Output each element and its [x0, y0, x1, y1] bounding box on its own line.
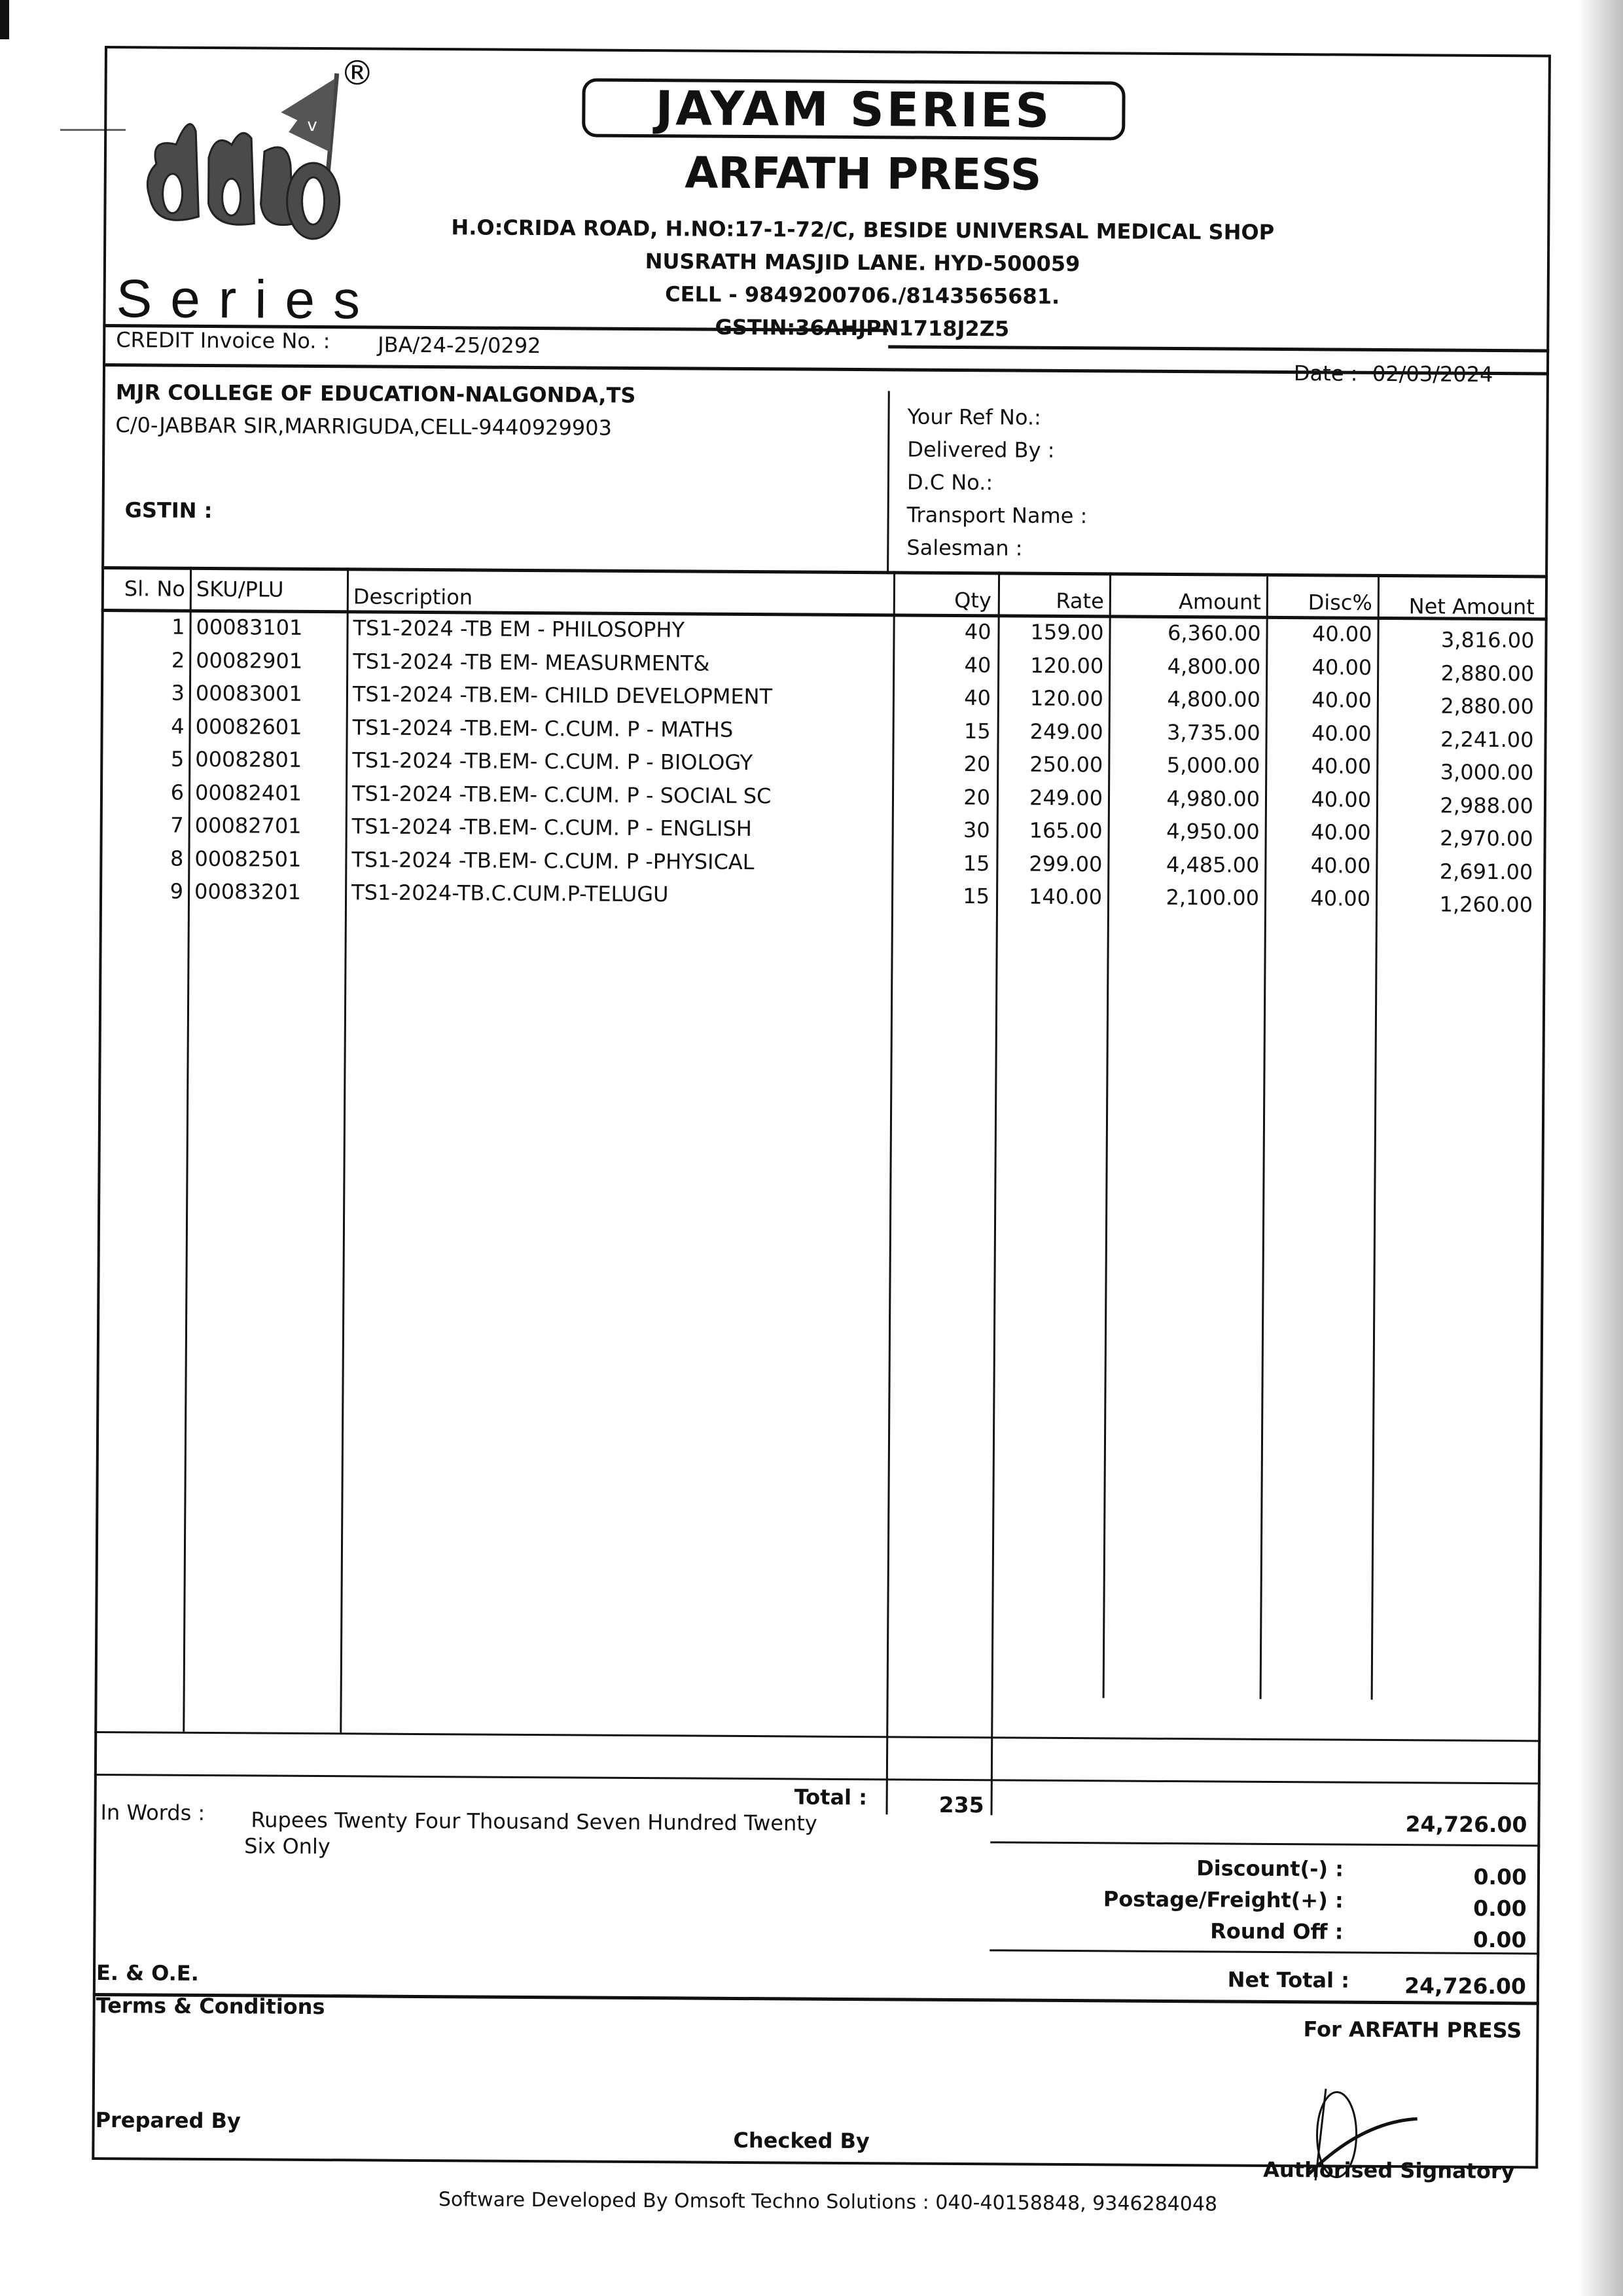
- cell-net-amount: 3,000.00: [1440, 759, 1534, 785]
- cell-sku: 00082501: [194, 846, 302, 872]
- net-total-value: 24,726.00: [1404, 1973, 1527, 2000]
- cell-qty: 40: [964, 619, 991, 645]
- cell-net-amount: 2,691.00: [1439, 858, 1533, 884]
- amount-in-words-line2: Six Only: [244, 1833, 330, 1859]
- cell-sku: 00082601: [195, 713, 302, 740]
- cell-net-amount: 1,260.00: [1439, 891, 1533, 918]
- cell-sl-no: 8: [169, 846, 184, 871]
- cell-sku: 00082701: [194, 812, 302, 838]
- registered-mark: ®: [340, 54, 374, 94]
- cell-amount: 5,000.00: [1166, 752, 1260, 778]
- cell-rate: 299.00: [1029, 851, 1103, 876]
- salesman-label: Salesman :: [906, 535, 1023, 561]
- cell-sl-no: 9: [169, 878, 184, 904]
- cell-description: TS1-2024-TB.C.CUM.P-TELUGU: [351, 880, 669, 907]
- cell-amount: 6,360.00: [1167, 620, 1261, 646]
- eoe-note: E. & O.E.: [96, 1960, 200, 1986]
- cell-rate: 250.00: [1029, 751, 1103, 778]
- cell-sku: 00082901: [196, 647, 303, 673]
- signature-icon: [1263, 2082, 1486, 2188]
- cell-rate: 165.00: [1029, 817, 1103, 844]
- total-qty: 235: [938, 1791, 984, 1818]
- customer-name: MJR COLLEGE OF EDUCATION-NALGONDA,TS: [115, 380, 636, 408]
- discount-value: 0.00: [1473, 1863, 1527, 1890]
- invoice-date: 02/03/2024: [1372, 361, 1493, 387]
- cell-disc: 40.00: [1311, 720, 1372, 746]
- cell-disc: 40.00: [1311, 654, 1372, 680]
- page-shadow: [1577, 0, 1623, 2296]
- cell-net-amount: 3,816.00: [1440, 627, 1535, 653]
- date-label: Date :: [1293, 361, 1358, 386]
- cell-sku: 00082401: [194, 780, 302, 806]
- terms-and-conditions: Terms & Conditions: [96, 1992, 325, 2020]
- column-header-net-amount: Net Amount: [1408, 594, 1535, 620]
- cell-sku: 00083001: [195, 680, 302, 706]
- cell-qty: 20: [963, 751, 991, 777]
- customer-gstin-label: GSTIN :: [124, 497, 213, 524]
- cell-sl-no: 3: [171, 680, 185, 706]
- cell-qty: 30: [963, 817, 990, 843]
- cell-net-amount: 2,970.00: [1440, 825, 1533, 852]
- dc-no-label: D.C No.:: [906, 469, 993, 495]
- authorised-signatory-label: Authorised Signatory: [1263, 2157, 1515, 2184]
- column-header-description: Description: [353, 584, 473, 610]
- your-ref-label: Your Ref No.:: [907, 404, 1041, 430]
- cell-qty: 15: [963, 850, 990, 876]
- cell-disc: 40.00: [1311, 786, 1372, 812]
- column-header-amount: Amount: [1178, 589, 1261, 615]
- cell-disc: 40.00: [1311, 687, 1372, 713]
- cell-description: TS1-2024 -TB.EM- C.CUM. P -PHYSICAL: [351, 846, 755, 874]
- cell-sku: 00082801: [195, 746, 302, 772]
- cell-sku: 00083201: [194, 878, 302, 905]
- cell-disc: 40.00: [1311, 621, 1372, 647]
- cell-net-amount: 2,880.00: [1440, 660, 1535, 686]
- cell-description: TS1-2024 -TB EM - PHILOSOPHY: [353, 615, 685, 643]
- page-edge-mark: [0, 0, 9, 39]
- round-off-label: Round Off :: [1210, 1918, 1344, 1945]
- cell-amount: 4,950.00: [1166, 818, 1260, 844]
- cell-disc: 40.00: [1311, 753, 1372, 779]
- company-phone: CELL - 9849200706./8143565681.: [665, 281, 1060, 309]
- cell-description: TS1-2024 -TB.EM- C.CUM. P - ENGLISH: [351, 814, 753, 842]
- cell-disc: 40.00: [1310, 819, 1371, 845]
- cell-net-amount: 2,988.00: [1440, 792, 1534, 818]
- customer-address: C/0-JABBAR SIR,MARRIGUDA,CELL-9440929903: [115, 412, 613, 440]
- cell-rate: 120.00: [1030, 653, 1104, 678]
- cell-description: TS1-2024 -TB EM- MEASURMENT&: [353, 648, 710, 676]
- column-header-disc: Disc%: [1308, 590, 1372, 615]
- company-gstin: GSTIN:36AHJPN1718J2Z5: [715, 314, 1010, 342]
- column-header-qty: Qty: [954, 587, 991, 613]
- cell-disc: 40.00: [1310, 852, 1371, 878]
- column-header-sku: SKU/PLU: [196, 576, 284, 602]
- discount-label: Discount(-) :: [1196, 1856, 1344, 1882]
- invoice-type-label: CREDIT Invoice No. :: [116, 327, 330, 354]
- cell-amount: 4,980.00: [1166, 785, 1260, 812]
- cell-sl-no: 2: [171, 647, 185, 673]
- invoice-sheet: [92, 46, 1558, 2216]
- net-total-label: Net Total :: [1227, 1967, 1350, 1993]
- column-header-rate: Rate: [1056, 588, 1104, 614]
- prepared-by-label: Prepared By: [95, 2107, 241, 2134]
- column-header-sl-no: Sl. No: [124, 576, 186, 601]
- invoice-number: JBA/24-25/0292: [378, 332, 541, 359]
- checked-by-label: Checked By: [733, 2127, 870, 2154]
- cell-sl-no: 1: [171, 614, 185, 639]
- cell-description: TS1-2024 -TB.EM- C.CUM. P - SOCIAL SC: [351, 780, 772, 808]
- in-words-label: In Words :: [100, 1800, 205, 1825]
- total-amount: 24,726.00: [1405, 1811, 1527, 1838]
- brand-title: JAYAM SERIES: [655, 81, 1052, 138]
- company-name: ARFATH PRESS: [685, 147, 1042, 200]
- cell-qty: 40: [964, 685, 991, 711]
- total-label: Total :: [794, 1784, 868, 1810]
- freight-value: 0.00: [1473, 1895, 1527, 1922]
- cell-net-amount: 2,241.00: [1440, 726, 1534, 752]
- freight-label: Postage/Freight(+) :: [1103, 1886, 1344, 1913]
- cell-qty: 40: [964, 652, 991, 677]
- cell-description: TS1-2024 -TB.EM- C.CUM. P - BIOLOGY: [352, 747, 753, 776]
- cell-sku: 00083101: [196, 614, 303, 640]
- cell-description: TS1-2024 -TB.EM- C.CUM. P - MATHS: [352, 714, 734, 742]
- transport-name-label: Transport Name :: [906, 502, 1088, 529]
- brand-badge: [582, 78, 1126, 140]
- cell-sl-no: 4: [171, 713, 185, 739]
- cell-amount: 3,735.00: [1167, 719, 1260, 745]
- cell-qty: 15: [963, 884, 990, 909]
- logo-series-text: Series: [116, 269, 379, 331]
- company-address-line1: H.O:CRIDA ROAD, H.NO:17-1-72/C, BESIDE UNIVERSAL MEDICAL SHOP: [451, 215, 1275, 245]
- amount-in-words-line1: Rupees Twenty Four Thousand Seven Hundred Twenty: [251, 1807, 817, 1836]
- cell-sl-no: 7: [170, 812, 184, 838]
- for-company-label: For ARFATH PRESS: [1303, 2017, 1522, 2043]
- company-address-line2: NUSRATH MASJID LANE. HYD-500059: [645, 249, 1080, 277]
- cell-rate: 249.00: [1029, 785, 1103, 810]
- cell-disc: 40.00: [1310, 886, 1371, 911]
- delivered-by-label: Delivered By :: [907, 437, 1055, 463]
- cell-amount: 2,100.00: [1166, 884, 1260, 910]
- cell-sl-no: 5: [170, 746, 185, 772]
- cell-rate: 249.00: [1029, 719, 1103, 744]
- cell-amount: 4,800.00: [1167, 686, 1261, 712]
- cell-amount: 4,485.00: [1166, 852, 1260, 878]
- cell-qty: 15: [963, 718, 991, 744]
- cell-amount: 4,800.00: [1167, 653, 1261, 679]
- software-credit: Software Developed By Omsoft Techno Solutions : 040-40158848, 9346284048: [438, 2188, 1218, 2216]
- cell-net-amount: 2,880.00: [1440, 693, 1534, 719]
- round-off-value: 0.00: [1472, 1926, 1527, 1953]
- cell-rate: 120.00: [1029, 685, 1104, 711]
- cell-rate: 159.00: [1030, 619, 1104, 645]
- cell-sl-no: 6: [170, 780, 185, 805]
- cell-rate: 140.00: [1029, 884, 1103, 910]
- cell-description: TS1-2024 -TB.EM- CHILD DEVELOPMENT: [352, 681, 773, 709]
- cell-qty: 20: [963, 784, 991, 810]
- svg-text:v: v: [307, 115, 317, 135]
